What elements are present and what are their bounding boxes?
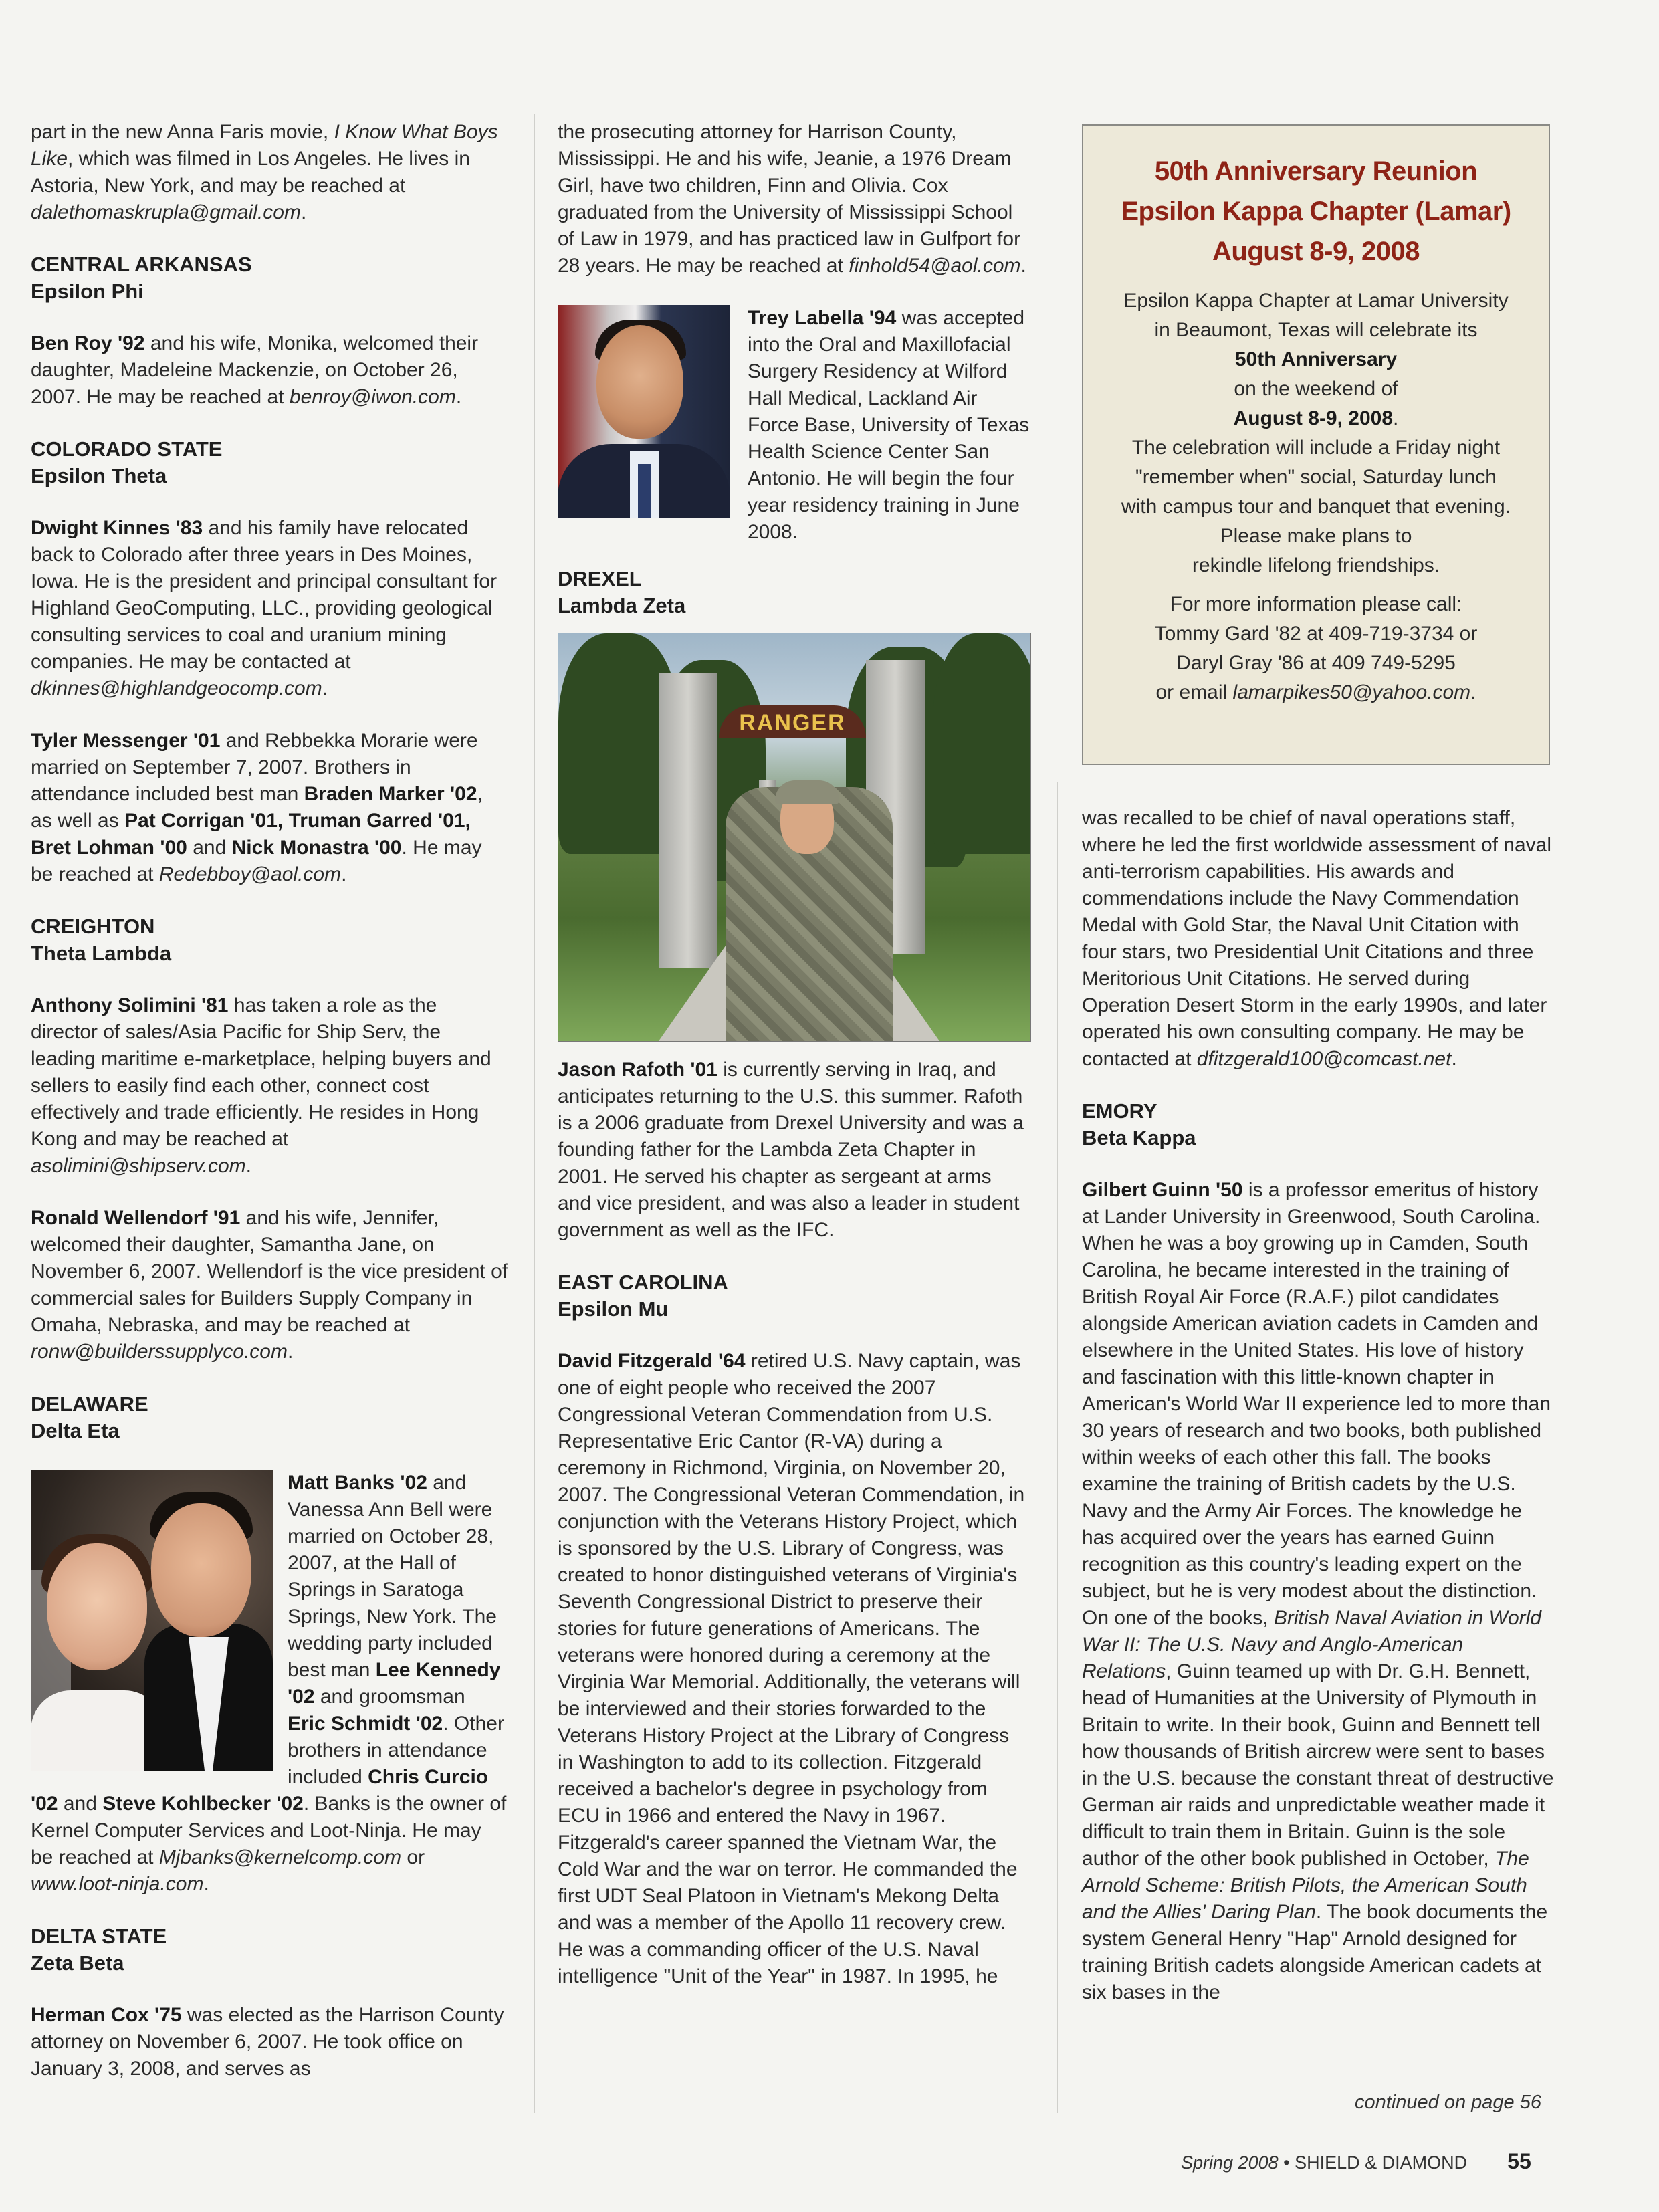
section-heading: CREIGHTON Theta Lambda <box>31 915 172 965</box>
column-2 <box>558 119 1030 2015</box>
column-rule <box>534 114 535 2113</box>
paragraph: Trey Labella '94 was accepted into the Oral and Maxillofacial Surgery Residency at Wilford Hall Medical, Lackland Air Force Base, University of Texas Health Science Center San Antonio. He will begin the four year residency training in June 2008. <box>558 305 1030 546</box>
page-number: 55 <box>1507 2149 1531 2173</box>
paragraph: the prosecuting attorney for Harrison County, Mississippi. He and his wife, Jeanie, a 1976 Dream Girl, have two children, Finn and Olivia. Cox graduated from the University of Mississippi School of Law in 1979, and has practiced law in Gulfport for 28 years. He may be reached at finhold54@aol.com. <box>558 121 1026 277</box>
email-link[interactable]: Mjbanks@kernelcomp.com <box>158 1846 402 1868</box>
paragraph: Matt Banks '02 and Vanessa Ann Bell were married on October 28, 2007, at the Hall of Springs in Saratoga Springs, New York. The wedding party included best man Lee Kennedy '02 and groomsman Eric Schmidt '02. Other brothers in attendance included Chris Curcio '02 and Steve Kohlbecker '02. Banks is the owner of Kernel Computer Services and Loot-Ninja. He may be reached at Mjbanks@kernelcomp.com or www.loot-ninja.com. <box>31 1470 508 1898</box>
reunion-announcement-box <box>1082 124 1550 765</box>
section-heading: EMORY Beta Kappa <box>1082 1099 1196 1149</box>
page-footer: Spring 2008 • SHIELD & DIAMOND 55 <box>1181 2149 1531 2173</box>
paragraph: part in the new Anna Faris movie, I Know What Boys Like, which was filmed in Los Angeles. He lives in Astoria, New York, and may be reached at dalethomaskrupla@gmail.com. <box>31 121 498 223</box>
section-heading: COLORADO STATE Epsilon Theta <box>31 437 223 487</box>
wedding-photo <box>31 1470 273 1771</box>
section-heading: DELTA STATE Zeta Beta <box>31 1924 167 1975</box>
email-link[interactable]: benroy@iwon.com <box>289 386 456 408</box>
email-link[interactable]: ronw@builderssupplyco.com <box>31 1341 288 1363</box>
issue-label: Spring 2008 <box>1181 2152 1279 2173</box>
paragraph: Gilbert Guinn '50 is a professor emeritus of history at Lander University in Greenwood, South Carolina. When he was a boy growing up in Camden, South Carolina, he became interested in the training of British Royal Air Force (R.A.F.) pilot candidates alongside American aviation cadets in Camden and elsewhere in the United States. His love of history and fascination with this little-known chapter in American's World War II experience led to more than 30 years of research and two books, both published within weeks of each other this fall. The books examine the training of British cadets by the U.S. Navy and the Army Air Forces. The knowledge he has acquired over the years has earned Guinn recognition as this country's leading expert on the subject, but he is very modest about the distinction. On one of the books, British Naval Aviation in World War II: The U.S. Navy and Anglo-American Relations, Guinn teamed up with Dr. G.H. Bennett, head of Humanities at the University of Plymouth in Britain to write. In their book, Guinn and Bennett tell how thousands of British aircrew were sent to bases in the U.S. because the constant threat of destructive German air raids and unpredictable weather made it difficult to train them in Britain. Guinn is the sole author of the other book published in October, The Arnold Scheme: British Pilots, the American South and the Allies' Daring Plan. The book documents the system General Henry "Hap" Arnold designed for training British cadets alongside American cadets at six bases in the <box>1082 1179 1554 2003</box>
magazine-name: SHIELD & DIAMOND <box>1295 2152 1468 2173</box>
paragraph: Anthony Solimini '81 has taken a role as the director of sales/Asia Pacific for Ship Serv, the leading maritime e-marketplace, helping buyers and sellers to easily find each other, connect cost effectively and trade efficiently. He resides in Hong Kong and may be reached at asolimini@shipserv.com. <box>31 994 491 1177</box>
section-heading: EAST CAROLINA Epsilon Mu <box>558 1270 728 1321</box>
paragraph: David Fitzgerald '64 retired U.S. Navy captain, was one of eight people who received the 2007 Congressional Veteran Commendation from U.S. Representative Eric Cantor (R-VA) during a ceremony in Richmond, Virginia, on November 20, 2007. The Congressional Veteran Commendation, in conjunction with the Veterans History Project, which is sponsored by the U.S. Library of Congress, was created to honor distinguished veterans of Virginia's Seventh Congressional District to preserve their stories for future generations of Americans. The veterans were honored during a ceremony at the Virginia War Memorial. Additionally, the veterans will be interviewed and their stories forwarded to the Veterans History Project at the Library of Congress in Washington to add to its collection. Fitzgerald received a bachelor's degree in psychology from ECU in 1966 and entered the Navy in 1967. Fitzgerald's career spanned the Vietnam War, the Cold War and the war on terror. He commanded the first UDT Seal Platoon in Vietnam's Mekong Delta and was a member of the Apollo 11 recovery crew. He was a commanding officer of the U.S. Naval intelligence "Unit of the Year" in 1987. In 1995, he <box>558 1350 1025 1987</box>
email-link[interactable]: dalethomaskrupla@gmail.com <box>31 201 301 223</box>
section-heading: CENTRAL ARKANSAS Epsilon Phi <box>31 253 252 303</box>
email-link[interactable]: asolimini@shipserv.com <box>31 1155 246 1177</box>
paragraph: was recalled to be chief of naval operations staff, where he led the first worldwide assessment of naval anti-terrorism capabilities. His awards and commendations include the Navy Commendation Medal with Gold Star, the Naval Unit Citation with four stars, two Presidential Unit Citations and three Meritorious Unit Citations. He served during Operation Desert Storm in the early 1990s, and later operated his own consulting company. He may be contacted at dfitzgerald100@comcast.net. <box>1082 807 1552 1070</box>
column-rule <box>1057 782 1058 2113</box>
reunion-title: 50th Anniversary Reunion <box>1154 156 1478 186</box>
paragraph: Ronald Wellendorf '91 and his wife, Jennifer, welcomed their daughter, Samantha Jane, on November 6, 2007. Wellendorf is the vice president of commercial sales for Builders Supply Company in Omaha, Nebraska, and may be reached at ronw@builderssupplyco.com. <box>31 1207 508 1363</box>
column-1 <box>31 119 508 2108</box>
ranger-memorial-photo <box>558 633 1031 1042</box>
column-3 <box>1082 805 1557 2031</box>
email-link[interactable]: Redebboy@aol.com <box>158 863 342 885</box>
reunion-date: August 8-9, 2008 <box>1212 237 1420 266</box>
email-link[interactable]: lamarpikes50@yahoo.com <box>1232 681 1471 703</box>
email-link[interactable]: dkinnes@highlandgeocomp.com <box>31 677 322 699</box>
section-heading: DREXEL Lambda Zeta <box>558 567 686 617</box>
paragraph: Jason Rafoth '01 is currently serving in Iraq, and anticipates returning to the U.S. this summer. Rafoth is a 2006 graduate from Drexel University and was a founding father for the Lambda Zeta Chapter in 2001. He served his chapter as sergeant at arms and vice president, and was also a leader in student government as well as the IFC. <box>558 1059 1024 1241</box>
section-heading: DELAWARE Delta Eta <box>31 1392 148 1442</box>
paragraph: Tyler Messenger '01 and Rebbekka Morarie were married on September 7, 2007. Brothers in attendance included best man Braden Marker '02, as well as Pat Corrigan '01, Truman Garred '01, Bret Lohman '00 and Nick Monastra '00. He may be reached at Redebboy@aol.com. <box>31 730 483 885</box>
reunion-chapter: Epsilon Kappa Chapter (Lamar) <box>1121 197 1511 226</box>
paragraph: Dwight Kinnes '83 and his family have relocated back to Colorado after three years in Des Moines, Iowa. He is the president and principal consultant for Highland GeoComputing, LLC., providing geological consulting services to coal and uranium mining companies. He may be contacted at dkinnes@highlandgeocomp.com. <box>31 517 497 699</box>
paragraph: Herman Cox '75 was elected as the Harrison County attorney on November 6, 2007. He took office on January 3, 2008, and serves as <box>31 2004 504 2080</box>
email-link[interactable]: finhold54@aol.com <box>849 255 1021 277</box>
reunion-body: Epsilon Kappa Chapter at Lamar University in Beaumont, Texas will celebrate its 50th Anniversary on the weekend of August 8-9, 2008. The celebration will include a Friday night "remember when" social, Saturday lunch with campus tour and banquet that evening. Please make plans to rekindle lifelong friendships. For more information please call: Tommy Gard '82 at 409-719-3734 or Daryl Gray '86 at 409 749-5295 or email lamarpikes50@yahoo.com. <box>1121 290 1511 703</box>
portrait-photo <box>558 305 730 518</box>
paragraph: Ben Roy '92 and his wife, Monika, welcomed their daughter, Madeleine Mackenzie, on October 26, 2007. He may be reached at benroy@iwon.com. <box>31 332 479 408</box>
continued-note: continued on page 56 <box>1355 2092 1541 2113</box>
email-link[interactable]: dfitzgerald100@comcast.net <box>1196 1048 1452 1070</box>
website-link[interactable]: www.loot-ninja.com <box>31 1873 204 1895</box>
ranger-sign: RANGER <box>719 705 866 738</box>
